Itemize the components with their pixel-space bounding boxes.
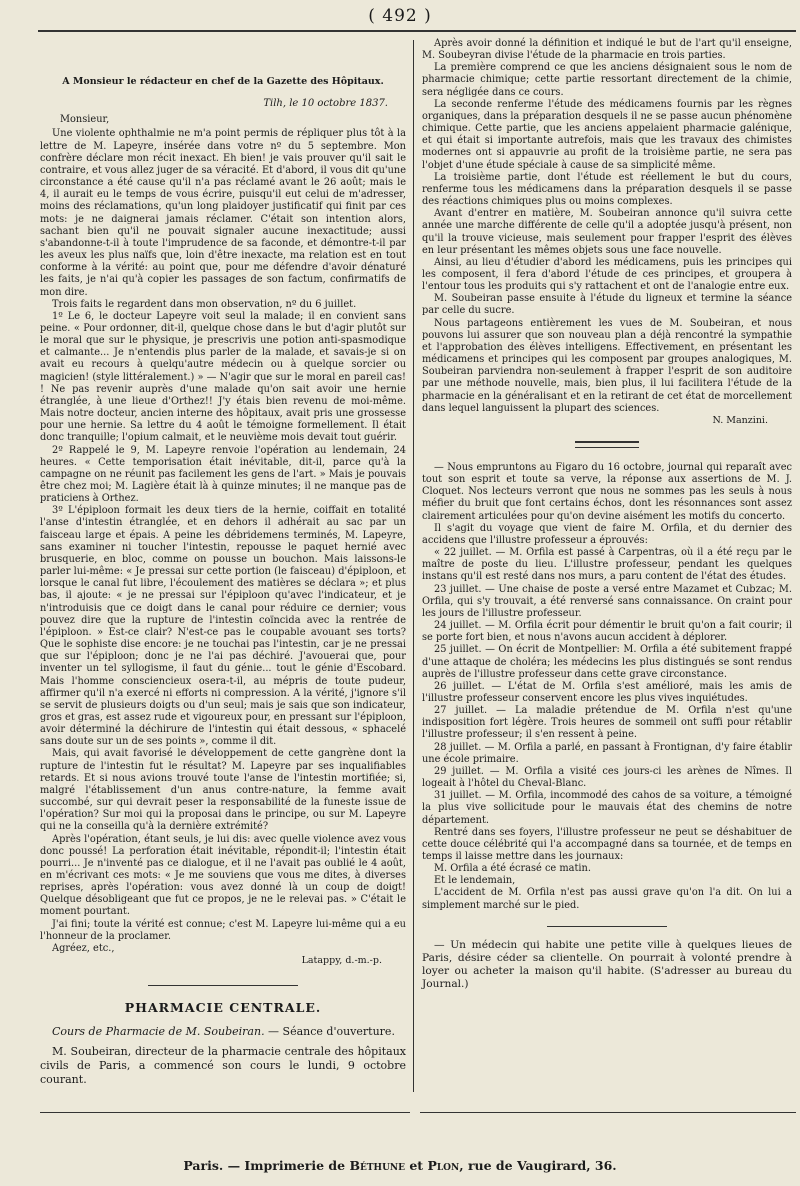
figaro-paragraph: 29 juillet. — M. Orfila a visité ces jours-ci les arènes de Nîmes. Il logeait à l'hôtel du Cheval-Blanc. <box>422 765 792 790</box>
figaro-paragraph: 26 juillet. — L'état de M. Orfila s'est amélioré, mais les amis de l'illustre professeur conservent encore les plus vives inquiétudes. <box>422 680 792 704</box>
figaro-paragraph: — Nous empruntons au Figaro du 16 octobre, journal qui reparaît avec tout son esprit et toute sa verve, la réponse aux assertions de M. J. Cloquet. Nos lecteurs verront que nous ne sommes pas les seuls à nous méfier du bruit que font certains échos, dont les résonnances sont assez clairement articulées pour qu'on devine aisément les motifs du concerto. <box>422 462 792 522</box>
course-paragraph: La troisième partie, dont l'étude est réellement le but du cours, renferme tous les médicamens dans la préparation desquels il se passe des réactions chimiques plus ou moins complexes. <box>422 171 792 208</box>
letter-paragraph: Une violente ophthalmie ne m'a point permis de répliquer plus tôt à la lettre de M. Lapeyre, insérée dans votre nº du 5 septembre. Mon confrère déclare mon récit inexact. Eh bien! je vais prouver qu'il sait le contraire, et vous allez juger de sa véracité. Et d'abord, il vous dit qu'une circonstance a été cause qu'il n'a pas réclamé avant le 26 août; mais le 4, il aurait eu le temps de vous écrire, puisqu'il eut celui de m'adresser, moins des réclamations, qu'un long plaidoyer justificatif qui finit par ces mots: je ne daignerai jamais réclamer. C'était son intention alors, sachant bien qu'il ne pouvait signaler aucune inexactitude; aussi s'abandonne-t-il à toute l'imprudence de sa faconde, et démontre-t-il par les aveux les plus naïfs que, loin d'être inexacte, ma relation est en tout conforme à la vérité: au point que, pour me défendre d'avoir dénaturé les faits, je n'ai qu'à copier les passages de son factum, confirmatifs de mon dire. <box>40 128 406 298</box>
figaro-paragraph: Et le lendemain, <box>434 875 516 887</box>
top-rule <box>38 30 796 32</box>
letter-paragraph: 1º Le 6, le docteur Lapeyre voit seul la malade; il en convient sans peine. « Pour ordonner, dit-il, quelque chose dans le but d'agir plutôt sur le moral que sur le physique, je prescrivis une potion anti-spasmodique et calmante... Je n'entendis plus parler de la malade, et savais-je si on avait eu recours à quelqu'autre médecin ou à quelque sorcier ou magicien! (style littéralement.) » — N'agir que sur le moral en pareil cas! ! Ne pas revenir auprès d'une malade qu'on sait avoir une hernie étranglée, à une lieue d'Orthez!! J'y étais bien revenu de moi-même. Mais notre docteur, ancien interne des hôpitaux, avait pris une grossesse pour une hernie. Sa lettre du 4 août le témoigne formellement. Il était donc tranquille; l'opium calmait, et le neuvième mois devait tout guérir. <box>40 310 406 444</box>
printer-imprint <box>0 1158 800 1173</box>
right-column <box>422 38 792 992</box>
imprint-connector: et <box>405 1158 428 1173</box>
bottom-rule <box>40 1112 410 1113</box>
figaro-paragraph: Il s'agit du voyage que vient de faire M. Orfila, et du dernier des accidens que l'illustre professeur a éprouvés: <box>422 522 792 546</box>
figaro-paragraph: 31 juillet. — M. Orfila, incommodé des cahos de sa voiture, a témoigné la plus vive sollicitude pour le mauvais état des chemins de notre département. <box>422 790 792 826</box>
section-divider <box>148 985 298 986</box>
imprint-name-1: Béthune <box>349 1158 405 1173</box>
letter-paragraph: 3º L'épiploon formait les deux tiers de la hernie, coiffait en totalité l'anse d'intestin étranglée, et en dehors il adhérait au sac par un faisceau large et épais. A peine les débridemens terminés, M. Lapeyre, sans examiner ni toucher l'intestin, repousse le paquet hernié avec brusquerie, en bloc, comme on pousse un bouchon. Mais laissons-le parler lui-même: « Je pressai sur cette portion (le faisceau) d'épiploon, et lorsque le canal fut libre, l'écoulement des matières se déclara »; et plus bas, il ajoute: « je ne pressai sur l'épiploon qu'avec l'indicateur, et je n'introduisis que ce doigt dans le canal pour réduire ce dernier; vous pouvez dire que la rupture de l'intestin coïncida avec la rentrée de l'épiploon. » Est-ce clair? N'est-ce pas le coupable avouant ses torts? Que le sophiste dise encore: je ne touchai pas l'intestin, car je ne pressai que sur l'épiploon; donc je ne l'ai pas déchiré. J'avouerai que, pour inventer un tel syllogisme, il faut du génie... tout le génie d'Escobard. Mais l'homme consciencieux osera-t-il, au mépris de toute pudeur, affirmer qu'il n'a exercé ni efforts ni compression. A la vérité, j'ignore s'il se servit de plusieurs doigts ou d'un seul; mais je sais que son indicateur, gros et gras, est assez rude et vigoureux pour, en pressant sur l'épiploon, avoir déterminé la déchirure de l'intestin qui était dessous, « sphacelé sans doute sur un de ses points », comme il dit. <box>40 505 406 748</box>
page-number: ( 492 ) <box>368 6 432 26</box>
pharmacie-paragraph: M. Soubeiran, directeur de la pharmacie centrale des hôpitaux civils de Paris, a commencé son cours le lundi, 9 octobre courant. <box>40 1044 406 1086</box>
letter-heading: A Monsieur le rédacteur en chef de la Gazette des Hôpitaux. <box>62 76 384 87</box>
ad-paragraph: — Un médecin qui habite une petite ville à quelques lieues de Paris, désire céder sa clientelle. On pourrait à volonté prendre à loyer ou acheter la maison qu'il habite. (S'adresser au bureau du Journal.) <box>422 938 792 991</box>
course-session: — Séance d'ouverture. <box>264 1025 395 1039</box>
dateline: Tilh, le 10 octobre 1837. <box>263 98 388 110</box>
figaro-paragraph: Rentré dans ses foyers, l'illustre professeur ne peut se déshabituer de cette douce célébrité qui l'a accompagné dans sa tournée, et de temps en temps il laisse mettre dans les journaux: <box>422 826 792 862</box>
letter-paragraph: Mais, qui avait favorisé le développement de cette gangrène dont la rupture de l'intestin fut le résultat? M. Lapeyre par ses inqualifiables retards. Et si nous avions trouvé toute l'anse de l'intestin mortifiée; si, malgré l'établissement d'un anus contre-nature, la femme avait succombé, sur qui devrait peser la responsabilité de la funeste issue de l'opération? Sur moi qui la proposai dans le principe, ou sur M. Lapeyre qui ne la conseilla qu'à la dernière extrémité? <box>40 748 406 833</box>
section-divider <box>547 926 667 927</box>
letter-closing: Agréez, etc., <box>52 942 115 954</box>
imprint-name-2: Plon <box>427 1158 460 1173</box>
course-paragraph: Ainsi, au lieu d'étudier d'abord les médicamens, puis les principes qui les composent, il fera d'abord l'étude de ces principes, et groupera à l'entour tous les produits qui s'y rattachent et ont de l'analogie entre eux. <box>422 256 792 293</box>
course-name: Cours de Pharmacie de M. Soubeiran. <box>52 1025 265 1039</box>
course-paragraph: M. Soubeiran passe ensuite à l'étude du ligneux et termine la séance par celle du sucre. <box>422 293 792 317</box>
course-paragraph: Après avoir donné la définition et indiqué le but de l'art qu'il enseigne, M. Soubeyran divise l'étude de la pharmacie en trois parties. <box>422 38 792 62</box>
imprint-suffix: , rue de Vaugirard, 36. <box>459 1158 617 1173</box>
ornament-divider <box>575 441 639 448</box>
pharmacie-title: PHARMACIE CENTRALE. <box>124 1000 322 1016</box>
figaro-paragraph: 23 juillet. — Une chaise de poste a versé entre Mazamet et Cubzac; M. Orfila, qui s'y trouvait, a été renversé sans connaissance. On craint pour les jours de l'illustre professeur. <box>422 583 792 619</box>
figaro-paragraph: 25 juillet. — On écrit de Montpellier: M. Orfila a été subitement frappé d'une attaque de choléra; les médecins les plus distingués se sont rendus auprès de l'illustre professeur dans cette grave circonstance. <box>422 644 792 680</box>
figaro-paragraph: 28 juillet. — M. Orfila a parlé, en passant à Frontignan, d'y faire établir une école primaire. <box>422 741 792 765</box>
letter-paragraph: Après l'opération, étant seuls, je lui dis: avec quelle violence avez vous donc poussé! La perforation était inévitable, répondit-il; l'intestin était pourri... Je n'inventé pas ce dialogue, et il ne l'avait pas oublié le 4 août, en m'écrivant ces mots: « Je me souviens que vous me dites, à diverses reprises, après l'opération: vous avez donné là un coup de doigt! Quelque désobligeant que fut ce propos, je ne le relevai pas. » C'était le moment pourtant. <box>40 833 406 918</box>
left-column <box>40 38 406 1087</box>
figaro-paragraph: L'accident de M. Orfila n'est pas aussi grave qu'on l'a dit. On lui a simplement marché sur le pied. <box>422 887 792 911</box>
salutation: Monsieur, <box>60 114 110 126</box>
figaro-paragraph: 24 juillet. — M. Orfila écrit pour démentir le bruit qu'on a fait courir; il se porte fort bien, et nous n'avons aucun accident à déplorer. <box>422 620 792 644</box>
imprint-prefix: Paris. — Imprimerie de <box>183 1158 350 1173</box>
figaro-paragraph: « 22 juillet. — M. Orfila est passé à Carpentras, où il a été reçu par le maître de poste du lieu. L'illustre professeur, pendant les quelques instans qu'il est resté dans nos murs, a paru content de l'état des études. <box>422 547 792 583</box>
bottom-rule <box>420 1112 796 1113</box>
course-paragraph: La seconde renferme l'étude des médicamens fournis par les règnes organiques, dans la préparation desquels il ne se passe aucun phénomène chimique. Cette partie, que les anciens appelaient pharmacie galénique, et qui était si importante autrefois, mais que les travaux des chimistes modernes ont si appauvrie au profit de la troisième partie, ne sera pas l'objet d'une étude spéciale à cause de sa simplicité même. <box>422 98 792 171</box>
course-paragraph: La première comprend ce que les anciens désignaient sous le nom de pharmacie chimique; cette partie ressortant directement de la chimie, sera négligée dans ce cours. <box>422 62 792 98</box>
figaro-paragraph: M. Orfila a été écrasé ce matin. <box>434 863 591 875</box>
course-line <box>40 1026 406 1038</box>
letter-paragraph: 2º Rappelé le 9, M. Lapeyre renvoie l'opération au lendemain, 24 heures. « Cette temporisation était inévitable, dit-il, parce qu'à la campagne on ne réunit pas facilement les gens de l'art. » Mais je pouvais être chez moi; M. Lagière était là à quinze minutes; il ne manque pas de praticiens à Orthez. <box>40 444 406 505</box>
course-paragraph: Nous partageons entièrement les vues de M. Soubeiran, et nous pouvons lui assurer que son nouveau plan a déjà rencontré la sympathie et l'approbation des élèves intelligens. Effectivement, en présentant les médicamens et principes qui les composent par groupes analogiques, M. Soubeiran parviendra non-seulement à frapper l'esprit de son auditoire par une méthode nouvelle, mais, bien plus, il lui facilitera l'étude de la pharmacie en la généralisant et en la retirant de cet état de morcellement dans lequel languissent la plupart des sciences. <box>422 317 792 414</box>
course-signature: N. Manzini. <box>712 414 768 426</box>
course-paragraph: Avant d'entrer en matière, M. Soubeiran annonce qu'il suivra cette année une marche différente de celle qu'il a adoptée jusqu'à présent, non qu'il la trouve vicieuse, mais seulement pour frapper l'esprit des élèves en leur présentant les mêmes objets sous une face nouvelle. <box>422 208 792 256</box>
letter-paragraph: J'ai fini; toute la vérité est connue; c'est M. Lapeyre lui-même qui a eu l'honneur de la proclamer. <box>40 918 406 942</box>
figaro-paragraph: 27 juillet. — La maladie prétendue de M. Orfila n'est qu'une indisposition fort légère. Trois heures de sommeil ont suffi pour rétablir l'illustre professeur; il s'en ressent à peine. <box>422 705 792 741</box>
letter-signature: Latappy, d.-m.-p. <box>301 955 382 967</box>
column-divider <box>413 40 414 1092</box>
letter-paragraph: Trois faits le regardent dans mon observation, nº du 6 juillet. <box>52 298 357 310</box>
